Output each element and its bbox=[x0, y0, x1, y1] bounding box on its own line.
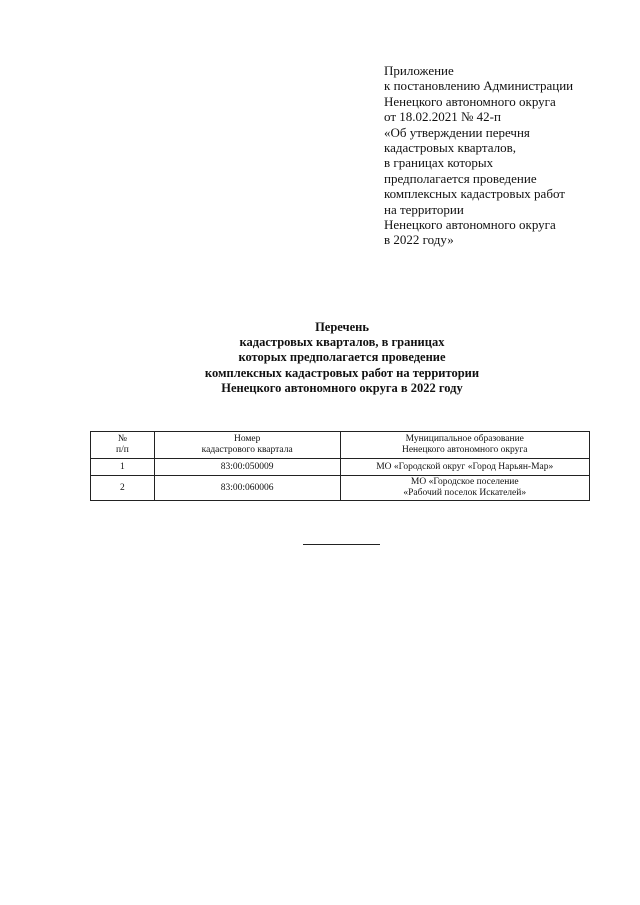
table-header-row bbox=[91, 432, 590, 459]
cadastral-quarters-table bbox=[90, 431, 590, 501]
document-title bbox=[120, 320, 564, 396]
header-cadastral-line1: Номер bbox=[233, 434, 261, 444]
cell-municipal-line1: МО «Городской округ «Город Нарьян-Мар» bbox=[376, 461, 554, 472]
end-divider bbox=[303, 544, 380, 545]
title-line: Перечень bbox=[315, 320, 369, 334]
appendix-line: «Об утверждении перечня bbox=[384, 124, 530, 140]
table-row bbox=[91, 476, 590, 501]
appendix-line: в 2022 году» bbox=[384, 232, 454, 248]
cell-cadastral: 83:00:060006 bbox=[154, 476, 340, 501]
appendix-line: комплексных кадастровых работ bbox=[384, 186, 565, 202]
title-line: комплексных кадастровых работ на территории bbox=[204, 365, 480, 380]
cell-municipal-line1: МО «Городское поселение bbox=[410, 477, 519, 487]
cell-cadastral: 83:00:050009 bbox=[154, 459, 340, 476]
appendix-line: кадастровых кварталов, bbox=[384, 140, 516, 156]
cell-number: 1 bbox=[91, 459, 155, 476]
appendix-line: на территории bbox=[384, 201, 464, 217]
title-line: кадастровых кварталов, в границах bbox=[239, 335, 445, 350]
cell-municipal-line2: «Рабочий поселок Искателей» bbox=[403, 488, 527, 498]
table-row bbox=[91, 459, 590, 476]
header-municipal bbox=[340, 432, 590, 459]
appendix-line: в границах которых bbox=[384, 155, 494, 171]
appendix-line: Ненецкого автономного округа bbox=[384, 93, 556, 109]
header-number bbox=[91, 432, 155, 459]
header-cadastral-line2: кадастрового квартала bbox=[201, 445, 293, 455]
appendix-header bbox=[384, 63, 624, 248]
appendix-line: к постановлению Администрации bbox=[384, 78, 574, 94]
title-line: которых предполагается проведение bbox=[238, 350, 446, 365]
cell-municipal bbox=[340, 459, 590, 476]
cell-municipal bbox=[340, 476, 590, 501]
appendix-line: предполагается проведение bbox=[384, 170, 537, 186]
cell-number: 2 bbox=[91, 476, 155, 501]
header-cadastral bbox=[154, 432, 340, 459]
title-line: Ненецкого автономного округа в 2022 году bbox=[221, 380, 463, 395]
appendix-line: Приложение bbox=[384, 63, 454, 78]
header-number-line1: № bbox=[117, 434, 127, 444]
header-number-line2: п/п bbox=[116, 445, 129, 455]
appendix-line: от 18.02.2021 № 42-п bbox=[384, 109, 501, 125]
header-municipal-line1: Муниципальное образование bbox=[405, 434, 524, 444]
header-municipal-line2: Ненецкого автономного округа bbox=[401, 445, 528, 455]
appendix-line: Ненецкого автономного округа bbox=[384, 217, 556, 233]
